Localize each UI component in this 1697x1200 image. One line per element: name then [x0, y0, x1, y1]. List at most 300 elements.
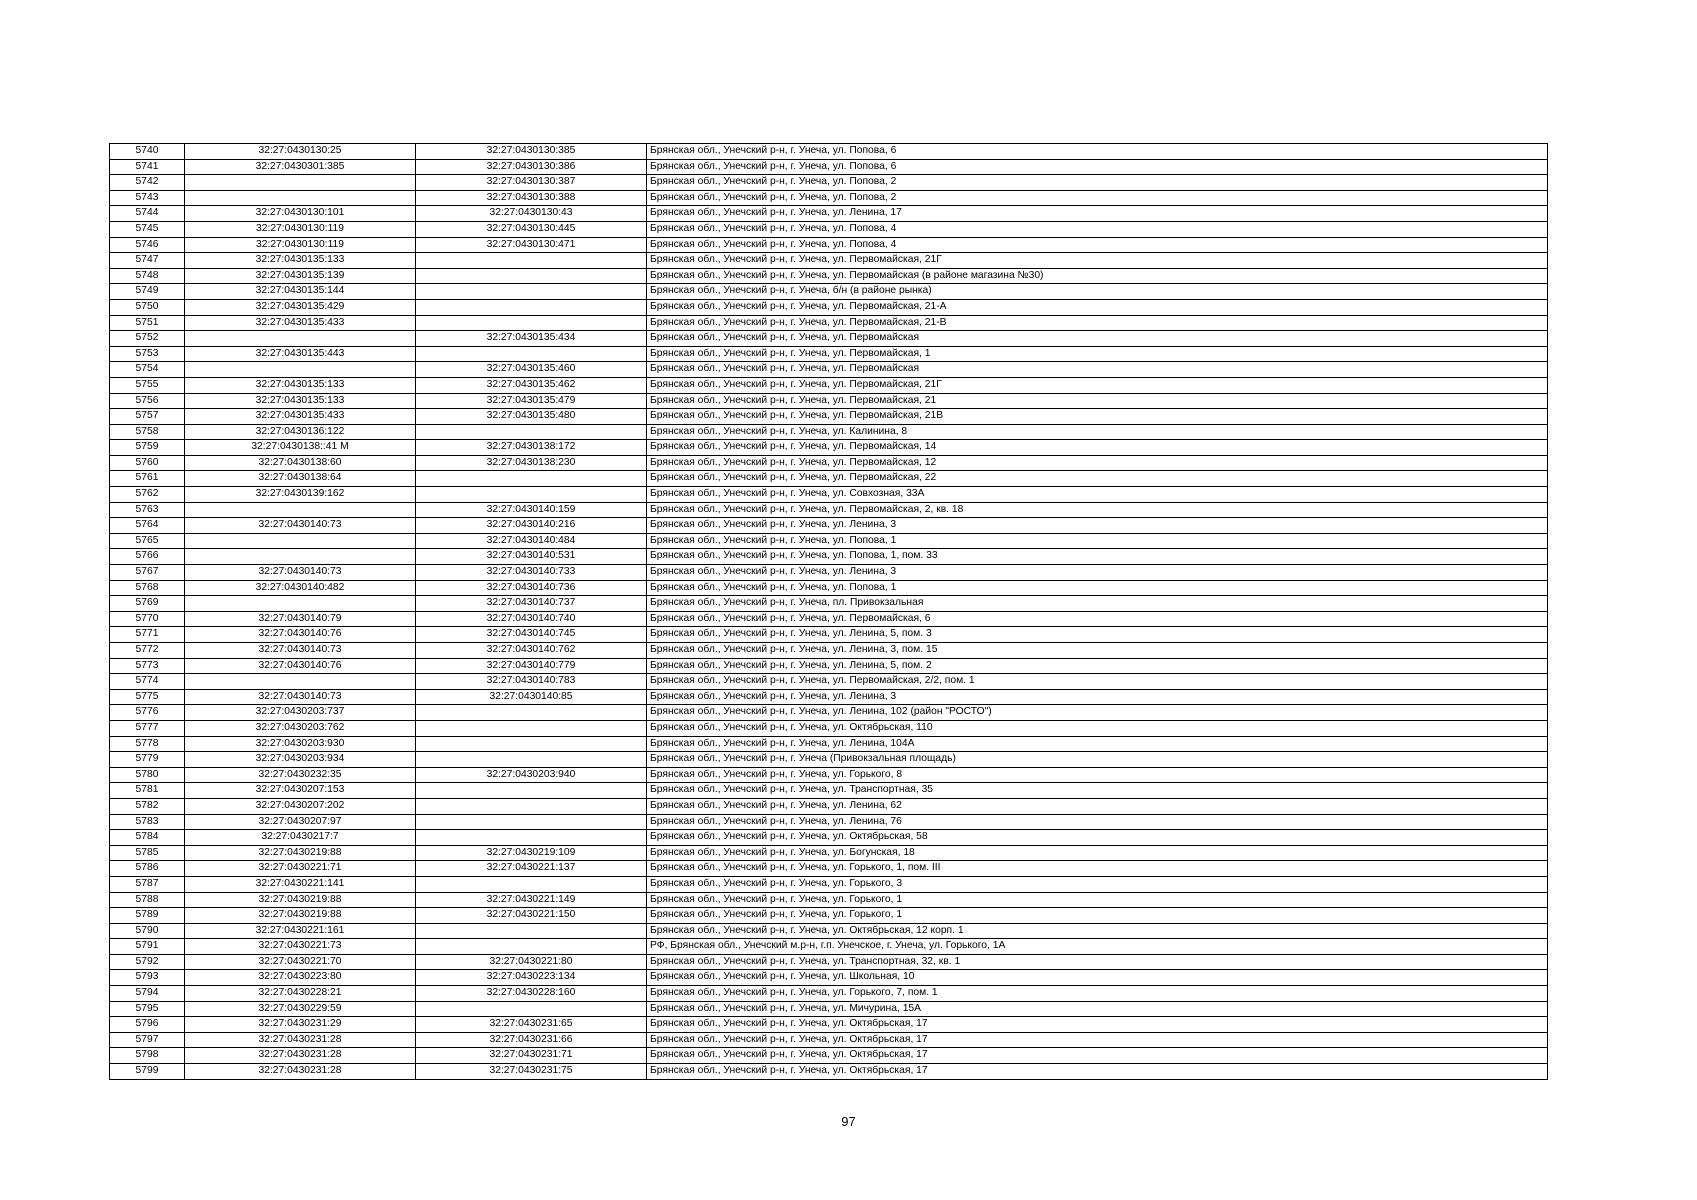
land-cadastral-number-cell: 32:27:0430140:73 [185, 689, 416, 705]
address-cell: Брянская обл., Унечский р-н, г. Унеча, ул. Горького, 7, пом. 1 [647, 986, 1548, 1002]
row-number-cell: 5752 [110, 331, 185, 347]
table-row [110, 752, 1548, 768]
address-cell: Брянская обл., Унечский р-н, г. Унеча, ул. Первомайская, 14 [647, 440, 1548, 456]
land-cadastral-number-cell: 32:27:0430232:35 [185, 767, 416, 783]
table-row [110, 643, 1548, 659]
table-row [110, 565, 1548, 581]
address-cell: Брянская обл., Унечский р-н, г. Унеча, ул. Октябрьская, 58 [647, 830, 1548, 846]
table-row [110, 627, 1548, 643]
table-row [110, 315, 1548, 331]
table-row [110, 674, 1548, 690]
table-row [110, 237, 1548, 253]
table-row [110, 705, 1548, 721]
address-cell: Брянская обл., Унечский р-н, г. Унеча, ул. Ленина, 3 [647, 689, 1548, 705]
land-cadastral-number-cell [185, 331, 416, 347]
land-cadastral-number-cell [185, 190, 416, 206]
row-number-cell: 5748 [110, 268, 185, 284]
row-number-cell: 5756 [110, 393, 185, 409]
land-cadastral-number-cell: 32:27:0430135:139 [185, 268, 416, 284]
row-number-cell: 5782 [110, 798, 185, 814]
address-cell: Брянская обл., Унечский р-н, г. Унеча, ул. Горького, 3 [647, 876, 1548, 892]
table-row [110, 377, 1548, 393]
object-cadastral-number-cell: 32:27:0430221:137 [416, 861, 647, 877]
land-cadastral-number-cell: 32:27:0430203:762 [185, 720, 416, 736]
address-cell: Брянская обл., Унечский р-н, г. Унеча, ул. Попова, 4 [647, 221, 1548, 237]
row-number-cell: 5745 [110, 221, 185, 237]
land-cadastral-number-cell: 32:27:0430138::41 М [185, 440, 416, 456]
object-cadastral-number-cell: 32:27:0430140:779 [416, 658, 647, 674]
row-number-cell: 5741 [110, 159, 185, 175]
table-row [110, 814, 1548, 830]
object-cadastral-number-cell [416, 939, 647, 955]
table-row [110, 440, 1548, 456]
table-row [110, 1048, 1548, 1064]
row-number-cell: 5747 [110, 253, 185, 269]
land-cadastral-number-cell: 32:27:0430229:59 [185, 1001, 416, 1017]
address-cell: Брянская обл., Унечский р-н, г. Унеча, ул. Транспортная, 35 [647, 783, 1548, 799]
address-cell: Брянская обл., Унечский р-н, г. Унеча, ул. Ленина, 102 (район "РОСТО") [647, 705, 1548, 721]
land-cadastral-number-cell: 32:27:0430231:28 [185, 1064, 416, 1080]
address-cell: Брянская обл., Унечский р-н, г. Унеча, ул. Горького, 1 [647, 908, 1548, 924]
address-cell: Брянская обл., Унечский р-н, г. Унеча, ул. Первомайская, 21Г [647, 253, 1548, 269]
address-cell: Брянская обл., Унечский р-н, г. Унеча, ул. Первомайская, 1 [647, 346, 1548, 362]
object-cadastral-number-cell: 32:27:0430140:159 [416, 502, 647, 518]
table-row [110, 923, 1548, 939]
address-cell: Брянская обл., Унечский р-н, г. Унеча (Привокзальная площадь) [647, 752, 1548, 768]
object-cadastral-number-cell: 32:27:0430130:43 [416, 206, 647, 222]
row-number-cell: 5784 [110, 830, 185, 846]
object-cadastral-number-cell: 32:27:0430140:85 [416, 689, 647, 705]
table-row [110, 471, 1548, 487]
object-cadastral-number-cell: 32:27:0430140:783 [416, 674, 647, 690]
row-number-cell: 5775 [110, 689, 185, 705]
land-cadastral-number-cell: 32:27:0430228:21 [185, 986, 416, 1002]
land-cadastral-number-cell [185, 549, 416, 565]
object-cadastral-number-cell: 32:27:0430221:150 [416, 908, 647, 924]
table-row [110, 268, 1548, 284]
land-cadastral-number-cell: 32:27:0430221:70 [185, 954, 416, 970]
table-row [110, 1032, 1548, 1048]
row-number-cell: 5780 [110, 767, 185, 783]
address-cell: Брянская обл., Унечский р-н, г. Унеча, ул. Мичурина, 15А [647, 1001, 1548, 1017]
row-number-cell: 5766 [110, 549, 185, 565]
land-cadastral-number-cell: 32:27:0430140:73 [185, 518, 416, 534]
row-number-cell: 5769 [110, 596, 185, 612]
address-cell: РФ, Брянская обл., Унечский м.р-н, г.п. Унечское, г. Унеча, ул. Горького, 1А [647, 939, 1548, 955]
land-cadastral-number-cell: 32:27:0430138:60 [185, 455, 416, 471]
address-cell: Брянская обл., Унечский р-н, г. Унеча, ул. Калинина, 8 [647, 424, 1548, 440]
table-row [110, 892, 1548, 908]
row-number-cell: 5786 [110, 861, 185, 877]
row-number-cell: 5770 [110, 611, 185, 627]
object-cadastral-number-cell: 32:27:0430138:230 [416, 455, 647, 471]
land-cadastral-number-cell [185, 533, 416, 549]
land-cadastral-number-cell: 32:27:0430140:76 [185, 627, 416, 643]
object-cadastral-number-cell [416, 268, 647, 284]
address-cell: Брянская обл., Унечский р-н, г. Унеча, ул. Ленина, 5, пом. 2 [647, 658, 1548, 674]
address-cell: Брянская обл., Унечский р-н, г. Унеча, ул. Богунская, 18 [647, 845, 1548, 861]
address-cell: Брянская обл., Унечский р-н, г. Унеча, ул. Октябрьская, 17 [647, 1032, 1548, 1048]
row-number-cell: 5754 [110, 362, 185, 378]
row-number-cell: 5758 [110, 424, 185, 440]
land-cadastral-number-cell: 32:27:0430207:153 [185, 783, 416, 799]
table-row [110, 362, 1548, 378]
address-cell: Брянская обл., Унечский р-н, г. Унеча, ул. Первомайская, 21В [647, 409, 1548, 425]
land-cadastral-number-cell [185, 502, 416, 518]
land-cadastral-number-cell: 32:27:0430138:64 [185, 471, 416, 487]
row-number-cell: 5757 [110, 409, 185, 425]
object-cadastral-number-cell [416, 720, 647, 736]
object-cadastral-number-cell: 32:27:0430231:66 [416, 1032, 647, 1048]
row-number-cell: 5743 [110, 190, 185, 206]
row-number-cell: 5797 [110, 1032, 185, 1048]
object-cadastral-number-cell: 32:27:0430221:149 [416, 892, 647, 908]
object-cadastral-number-cell: 32:27:0430231:71 [416, 1048, 647, 1064]
address-cell: Брянская обл., Унечский р-н, г. Унеча, ул. Попова, 4 [647, 237, 1548, 253]
table-row [110, 455, 1548, 471]
table-row [110, 206, 1548, 222]
address-cell: Брянская обл., Унечский р-н, г. Унеча, ул. Октябрьская, 17 [647, 1017, 1548, 1033]
address-cell: Брянская обл., Унечский р-н, г. Унеча, ул. Октябрьская, 12 корп. 1 [647, 923, 1548, 939]
row-number-cell: 5767 [110, 565, 185, 581]
address-cell: Брянская обл., Унечский р-н, г. Унеча, ул. Первомайская, 12 [647, 455, 1548, 471]
address-cell: Брянская обл., Унечский р-н, г. Унеча, ул. Первомайская, 21-В [647, 315, 1548, 331]
land-cadastral-number-cell: 32:27:0430135:429 [185, 299, 416, 315]
object-cadastral-number-cell: 32:27:0430219:109 [416, 845, 647, 861]
object-cadastral-number-cell [416, 424, 647, 440]
table-row [110, 502, 1548, 518]
address-cell: Брянская обл., Унечский р-н, г. Унеча, ул. Ленина, 62 [647, 798, 1548, 814]
object-cadastral-number-cell: 32:27:0430140:740 [416, 611, 647, 627]
row-number-cell: 5777 [110, 720, 185, 736]
land-cadastral-number-cell: 32:27:0430140:79 [185, 611, 416, 627]
land-cadastral-number-cell: 32:27:0430130:119 [185, 237, 416, 253]
land-cadastral-number-cell: 32:27:0430140:76 [185, 658, 416, 674]
table-row [110, 175, 1548, 191]
land-cadastral-number-cell: 32:27:0430140:73 [185, 643, 416, 659]
table-row [110, 253, 1548, 269]
land-cadastral-number-cell: 32:27:0430217:7 [185, 830, 416, 846]
address-cell: Брянская обл., Унечский р-н, г. Унеча, пл. Привокзальная [647, 596, 1548, 612]
object-cadastral-number-cell [416, 471, 647, 487]
object-cadastral-number-cell: 32:27:0430135:460 [416, 362, 647, 378]
row-number-cell: 5787 [110, 876, 185, 892]
land-cadastral-number-cell [185, 175, 416, 191]
object-cadastral-number-cell: 32:27:0430231:75 [416, 1064, 647, 1080]
row-number-cell: 5783 [110, 814, 185, 830]
table-row [110, 549, 1548, 565]
row-number-cell: 5792 [110, 954, 185, 970]
row-number-cell: 5799 [110, 1064, 185, 1080]
address-cell: Брянская обл., Унечский р-н, г. Унеча, ул. Транспортная, 32, кв. 1 [647, 954, 1548, 970]
table-row [110, 939, 1548, 955]
land-cadastral-number-cell: 32:27:0430130:101 [185, 206, 416, 222]
land-cadastral-number-cell: 32:27:0430221:141 [185, 876, 416, 892]
table-row [110, 736, 1548, 752]
row-number-cell: 5753 [110, 346, 185, 362]
row-number-cell: 5749 [110, 284, 185, 300]
table-row [110, 533, 1548, 549]
row-number-cell: 5788 [110, 892, 185, 908]
object-cadastral-number-cell [416, 253, 647, 269]
land-cadastral-number-cell: 32:27:0430135:133 [185, 393, 416, 409]
object-cadastral-number-cell: 32:27:0430130:385 [416, 144, 647, 160]
row-number-cell: 5765 [110, 533, 185, 549]
row-number-cell: 5772 [110, 643, 185, 659]
address-cell: Брянская обл., Унечский р-н, г. Унеча, ул. Первомайская, 21Г [647, 377, 1548, 393]
row-number-cell: 5785 [110, 845, 185, 861]
object-cadastral-number-cell: 32:27:0430140:745 [416, 627, 647, 643]
address-cell: Брянская обл., Унечский р-н, г. Унеча, ул. Первомайская, 6 [647, 611, 1548, 627]
object-cadastral-number-cell: 32:27:0430140:737 [416, 596, 647, 612]
land-cadastral-number-cell: 32:27:0430203:930 [185, 736, 416, 752]
row-number-cell: 5778 [110, 736, 185, 752]
address-cell: Брянская обл., Унечский р-н, г. Унеча, ул. Первомайская, 2/2, пом. 1 [647, 674, 1548, 690]
table-row [110, 954, 1548, 970]
row-number-cell: 5790 [110, 923, 185, 939]
address-cell: Брянская обл., Унечский р-н, г. Унеча, ул. Горького, 8 [647, 767, 1548, 783]
land-cadastral-number-cell: 32:27:0430207:97 [185, 814, 416, 830]
table-row [110, 861, 1548, 877]
land-cadastral-number-cell: 32:27:0430135:433 [185, 315, 416, 331]
object-cadastral-number-cell: 32:27:0430130:471 [416, 237, 647, 253]
row-number-cell: 5751 [110, 315, 185, 331]
address-cell: Брянская обл., Унечский р-н, г. Унеча, ул. Горького, 1 [647, 892, 1548, 908]
object-cadastral-number-cell [416, 752, 647, 768]
object-cadastral-number-cell [416, 1001, 647, 1017]
object-cadastral-number-cell: 32:27:0430135:434 [416, 331, 647, 347]
table-row [110, 393, 1548, 409]
address-cell: Брянская обл., Унечский р-н, г. Унеча, ул. Октябрьская, 17 [647, 1064, 1548, 1080]
table-row [110, 876, 1548, 892]
object-cadastral-number-cell: 32:27:0430138:172 [416, 440, 647, 456]
address-cell: Брянская обл., Унечский р-н, г. Унеча, ул. Попова, 6 [647, 159, 1548, 175]
land-cadastral-number-cell: 32:27:0430136:122 [185, 424, 416, 440]
address-cell: Брянская обл., Унечский р-н, г. Унеча, ул. Октябрьская, 110 [647, 720, 1548, 736]
object-cadastral-number-cell: 32:27:0430130:387 [416, 175, 647, 191]
row-number-cell: 5796 [110, 1017, 185, 1033]
table-row [110, 611, 1548, 627]
object-cadastral-number-cell: 32:27:0430223:134 [416, 970, 647, 986]
object-cadastral-number-cell: 32:27:0430140:484 [416, 533, 647, 549]
address-cell: Брянская обл., Унечский р-н, г. Унеча, ул. Первомайская, 2, кв. 18 [647, 502, 1548, 518]
row-number-cell: 5768 [110, 580, 185, 596]
land-cadastral-number-cell: 32:27:0430219:88 [185, 892, 416, 908]
row-number-cell: 5746 [110, 237, 185, 253]
row-number-cell: 5779 [110, 752, 185, 768]
address-cell: Брянская обл., Унечский р-н, г. Унеча, ул. Ленина, 17 [647, 206, 1548, 222]
land-cadastral-number-cell: 32:27:0430231:29 [185, 1017, 416, 1033]
address-cell: Брянская обл., Унечский р-н, г. Унеча, ул. Ленина, 3 [647, 518, 1548, 534]
object-cadastral-number-cell: 32:27:0430231:65 [416, 1017, 647, 1033]
object-cadastral-number-cell: 32:27:0430203:940 [416, 767, 647, 783]
land-cadastral-number-cell: 32:27:0430140:482 [185, 580, 416, 596]
land-cadastral-number-cell: 32:27:0430135:443 [185, 346, 416, 362]
address-cell: Брянская обл., Унечский р-н, г. Унеча, ул. Ленина, 3, пом. 15 [647, 643, 1548, 659]
object-cadastral-number-cell: 32:27:0430135:462 [416, 377, 647, 393]
object-cadastral-number-cell [416, 736, 647, 752]
table-row [110, 144, 1548, 160]
land-cadastral-number-cell: 32:27:0430135:133 [185, 377, 416, 393]
table-row [110, 487, 1548, 503]
row-number-cell: 5771 [110, 627, 185, 643]
table-row [110, 845, 1548, 861]
row-number-cell: 5774 [110, 674, 185, 690]
land-cadastral-number-cell: 32:27:0430223:80 [185, 970, 416, 986]
object-cadastral-number-cell: 32:27:0430140:736 [416, 580, 647, 596]
land-cadastral-number-cell [185, 596, 416, 612]
row-number-cell: 5789 [110, 908, 185, 924]
table-row [110, 596, 1548, 612]
table-row [110, 190, 1548, 206]
table-row [110, 409, 1548, 425]
object-cadastral-number-cell: 32:27:0430140:762 [416, 643, 647, 659]
table-row [110, 908, 1548, 924]
table-row [110, 1017, 1548, 1033]
row-number-cell: 5795 [110, 1001, 185, 1017]
address-cell: Брянская обл., Унечский р-н, г. Унеча, ул. Первомайская (в районе магазина №30) [647, 268, 1548, 284]
address-cell: Брянская обл., Унечский р-н, г. Унеча, ул. Первомайская, 22 [647, 471, 1548, 487]
row-number-cell: 5759 [110, 440, 185, 456]
table-row [110, 970, 1548, 986]
object-cadastral-number-cell [416, 814, 647, 830]
table-row [110, 783, 1548, 799]
table-row [110, 830, 1548, 846]
row-number-cell: 5750 [110, 299, 185, 315]
table-row [110, 424, 1548, 440]
land-cadastral-number-cell: 32:27:0430301:385 [185, 159, 416, 175]
table-row [110, 1001, 1548, 1017]
table-row [110, 658, 1548, 674]
object-cadastral-number-cell [416, 705, 647, 721]
land-cadastral-number-cell: 32:27:0430231:28 [185, 1032, 416, 1048]
land-cadastral-number-cell: 32:27:0430130:119 [185, 221, 416, 237]
row-number-cell: 5764 [110, 518, 185, 534]
object-cadastral-number-cell [416, 783, 647, 799]
row-number-cell: 5798 [110, 1048, 185, 1064]
table-row [110, 986, 1548, 1002]
table-row [110, 1064, 1548, 1080]
address-cell: Брянская обл., Унечский р-н, г. Унеча, ул. Ленина, 104А [647, 736, 1548, 752]
land-cadastral-number-cell: 32:27:0430219:88 [185, 845, 416, 861]
object-cadastral-number-cell [416, 284, 647, 300]
land-cadastral-number-cell: 32:27:0430221:71 [185, 861, 416, 877]
row-number-cell: 5744 [110, 206, 185, 222]
address-cell: Брянская обл., Унечский р-н, г. Унеча, ул. Попова, 2 [647, 190, 1548, 206]
object-cadastral-number-cell: 32:27:0430140:733 [416, 565, 647, 581]
address-cell: Брянская обл., Унечский р-н, г. Унеча, ул. Первомайская, 21 [647, 393, 1548, 409]
table-row [110, 720, 1548, 736]
row-number-cell: 5762 [110, 487, 185, 503]
address-cell: Брянская обл., Унечский р-н, г. Унеча, ул. Ленина, 5, пом. 3 [647, 627, 1548, 643]
object-cadastral-number-cell: 32:27:0430228:160 [416, 986, 647, 1002]
object-cadastral-number-cell [416, 487, 647, 503]
address-cell: Брянская обл., Унечский р-н, г. Унеча, ул. Попова, 2 [647, 175, 1548, 191]
row-number-cell: 5794 [110, 986, 185, 1002]
land-cadastral-number-cell: 32:27:0430140:73 [185, 565, 416, 581]
row-number-cell: 5791 [110, 939, 185, 955]
row-number-cell: 5763 [110, 502, 185, 518]
registry-table [109, 143, 1548, 1080]
land-cadastral-number-cell: 32:27:0430130:25 [185, 144, 416, 160]
row-number-cell: 5755 [110, 377, 185, 393]
table-row [110, 159, 1548, 175]
address-cell: Брянская обл., Унечский р-н, г. Унеча, ул. Ленина, 76 [647, 814, 1548, 830]
address-cell: Брянская обл., Унечский р-н, г. Унеча, ул. Октябрьская, 17 [647, 1048, 1548, 1064]
object-cadastral-number-cell [416, 315, 647, 331]
row-number-cell: 5742 [110, 175, 185, 191]
address-cell: Брянская обл., Унечский р-н, г. Унеча, ул. Попова, 1, пом. 33 [647, 549, 1548, 565]
land-cadastral-number-cell: 32:27:0430135:433 [185, 409, 416, 425]
land-cadastral-number-cell [185, 674, 416, 690]
table-row [110, 580, 1548, 596]
land-cadastral-number-cell: 32:27:0430135:133 [185, 253, 416, 269]
table-row [110, 798, 1548, 814]
object-cadastral-number-cell: 32:27:0430140:216 [416, 518, 647, 534]
object-cadastral-number-cell [416, 923, 647, 939]
object-cadastral-number-cell [416, 346, 647, 362]
land-cadastral-number-cell: 32:27:0430221:161 [185, 923, 416, 939]
address-cell: Брянская обл., Унечский р-н, г. Унеча, ул. Попова, 1 [647, 533, 1548, 549]
table-row [110, 518, 1548, 534]
object-cadastral-number-cell [416, 830, 647, 846]
land-cadastral-number-cell: 32:27:0430139:162 [185, 487, 416, 503]
object-cadastral-number-cell: 32:27:0430135:480 [416, 409, 647, 425]
address-cell: Брянская обл., Унечский р-н, г. Унеча, ул. Попова, 1 [647, 580, 1548, 596]
object-cadastral-number-cell [416, 798, 647, 814]
row-number-cell: 5761 [110, 471, 185, 487]
row-number-cell: 5740 [110, 144, 185, 160]
address-cell: Брянская обл., Унечский р-н, г. Унеча, б/н (в районе рынка) [647, 284, 1548, 300]
table-row [110, 331, 1548, 347]
object-cadastral-number-cell: 32:27:0430130:445 [416, 221, 647, 237]
row-number-cell: 5793 [110, 970, 185, 986]
table-row [110, 689, 1548, 705]
object-cadastral-number-cell: 32:27:0430221:80 [416, 954, 647, 970]
address-cell: Брянская обл., Унечский р-н, г. Унеча, ул. Горького, 1, пом. III [647, 861, 1548, 877]
registry-table-body [110, 144, 1548, 1080]
address-cell: Брянская обл., Унечский р-н, г. Унеча, ул. Ленина, 3 [647, 565, 1548, 581]
row-number-cell: 5760 [110, 455, 185, 471]
table-row [110, 299, 1548, 315]
page-number: 97 [841, 1114, 856, 1129]
address-cell: Брянская обл., Унечский р-н, г. Унеча, ул. Школьная, 10 [647, 970, 1548, 986]
address-cell: Брянская обл., Унечский р-н, г. Унеча, ул. Первомайская [647, 362, 1548, 378]
land-cadastral-number-cell: 32:27:0430203:737 [185, 705, 416, 721]
table-row [110, 346, 1548, 362]
table-row [110, 221, 1548, 237]
land-cadastral-number-cell [185, 362, 416, 378]
object-cadastral-number-cell: 32:27:0430130:388 [416, 190, 647, 206]
address-cell: Брянская обл., Унечский р-н, г. Унеча, ул. Первомайская, 21-А [647, 299, 1548, 315]
address-cell: Брянская обл., Унечский р-н, г. Унеча, ул. Совхозная, 33А [647, 487, 1548, 503]
object-cadastral-number-cell [416, 299, 647, 315]
land-cadastral-number-cell: 32:27:0430231:28 [185, 1048, 416, 1064]
row-number-cell: 5773 [110, 658, 185, 674]
object-cadastral-number-cell: 32:27:0430140:531 [416, 549, 647, 565]
land-cadastral-number-cell: 32:27:0430221:73 [185, 939, 416, 955]
address-cell: Брянская обл., Унечский р-н, г. Унеча, ул. Попова, 6 [647, 144, 1548, 160]
row-number-cell: 5776 [110, 705, 185, 721]
land-cadastral-number-cell: 32:27:0430135:144 [185, 284, 416, 300]
object-cadastral-number-cell: 32:27:0430130:386 [416, 159, 647, 175]
table-row [110, 284, 1548, 300]
land-cadastral-number-cell: 32:27:0430203:934 [185, 752, 416, 768]
object-cadastral-number-cell [416, 876, 647, 892]
land-cadastral-number-cell: 32:27:0430219:88 [185, 908, 416, 924]
row-number-cell: 5781 [110, 783, 185, 799]
land-cadastral-number-cell: 32:27:0430207:202 [185, 798, 416, 814]
